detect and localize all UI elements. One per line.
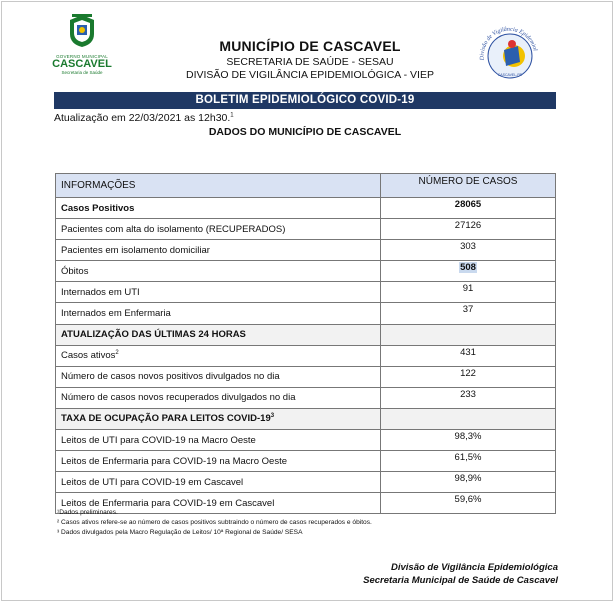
bulletin-banner: BOLETIM EPIDEMIOLÓGICO COVID-19 [54, 92, 556, 109]
header-line-2: DIVISÃO DE VIGILÂNCIA EPIDEMIOLÓGICA - VIEP [186, 69, 434, 81]
highlighted-value: 508 [460, 262, 476, 274]
row-value: 122 [381, 366, 556, 387]
section-label: TAXA DE OCUPAÇÃO PARA LEITOS COVID-$19^3$ [56, 408, 381, 429]
row-value: 37 [381, 303, 556, 324]
covid-data-table [55, 173, 556, 514]
row-label: Leitos de Enfermaria para COVID-19 em Cascavel [56, 493, 381, 514]
logo-arc-text: Divisão de Vigilância Epidemiol [479, 26, 538, 61]
footnotes [57, 508, 372, 538]
table-row [56, 282, 556, 303]
col-header-cases: NÚMERO DE CASOS [381, 174, 556, 198]
footnote-2: ² Casos ativos refere-se ao número de casos positivos subtraindo o número de casos recuperados e óbitos. [57, 519, 372, 526]
section-row-occupancy [56, 408, 556, 429]
header-title: MUNICÍPIO DE CASCAVEL [219, 38, 401, 54]
table-row [56, 219, 556, 240]
row-label: Óbitos [56, 261, 381, 282]
row-value: 233 [381, 387, 556, 408]
footnote-1: ¹Dados preliminares. [57, 509, 118, 516]
row-value: 98,9% [381, 472, 556, 493]
row-value: 91 [381, 282, 556, 303]
logo-name: CASCAVEL [52, 58, 112, 70]
section-row-24h [56, 324, 556, 345]
row-label: Internados em UTI [56, 282, 381, 303]
row-value: 303 [381, 240, 556, 261]
row-value: 98,3% [381, 430, 556, 451]
row-value: 59,6% [381, 493, 556, 514]
table-row [56, 303, 556, 324]
logo-sub-text: Secretaria de Saúde [61, 70, 103, 75]
row-value: 27126 [381, 219, 556, 240]
logo-top-text: GOVERNO MUNICIPAL [56, 54, 108, 59]
row-value: 61,5% [381, 451, 556, 472]
row-label: Número de casos novos recuperados divulgados no dia [56, 387, 381, 408]
row-value: 431 [381, 345, 556, 366]
row-label: Casos Positivos [56, 198, 381, 219]
col-header-info: INFORMAÇÕES [56, 174, 381, 198]
epidemiology-logo-icon [474, 26, 546, 82]
row-label: Leitos de Enfermaria para COVID-19 na Macro Oeste [56, 451, 381, 472]
row-label: Número de casos novos positivos divulgados no dia [56, 366, 381, 387]
cascavel-logo [44, 14, 120, 78]
section-empty-cell [381, 324, 556, 345]
row-label: Internados em Enfermaria [56, 303, 381, 324]
update-timestamp: Atualização em 22/03/2021 as 12h30.$^1$ [54, 112, 234, 124]
table-row [56, 366, 556, 387]
subtitle: DADOS DO MUNICÍPIO DE CASCAVEL [208, 126, 402, 138]
table-header-row [56, 174, 556, 198]
row-label: Leitos de UTI para COVID-19 na Macro Oeste [56, 430, 381, 451]
table-row [56, 198, 556, 219]
table-row [56, 430, 556, 451]
coat-of-arms-icon [67, 14, 97, 48]
vigilancia-logo [474, 26, 546, 82]
row-value: 28065 [381, 198, 556, 219]
row-label: Leitos de UTI para COVID-19 em Cascavel [56, 472, 381, 493]
table-row [56, 345, 556, 366]
row-label: Pacientes em isolamento domiciliar [56, 240, 381, 261]
table-row [56, 451, 556, 472]
table-row [56, 261, 556, 282]
footer-line-2: Secretaria Municipal de Saúde de Cascavel [363, 575, 558, 586]
footnote-3: ³ Dados divulgados pela Macro Regulação de Leitos/ 10ª Regional de Saúde/ SESA [57, 529, 303, 536]
header-line-1: SECRETARIA DE SAÚDE - SESAU [226, 56, 394, 68]
row-label: Casos ativos$^2$ [56, 345, 381, 366]
table-row [56, 240, 556, 261]
section-empty-cell [381, 408, 556, 429]
logo-small-text: CASCAVEL-PR [497, 73, 523, 77]
section-label: ATUALIZAÇÃO DAS ÚLTIMAS 24 HORAS [56, 324, 381, 345]
table-row [56, 472, 556, 493]
footer-line-1: Divisão de Vigilância Epidemiológica [390, 562, 558, 573]
table-row [56, 387, 556, 408]
row-label: Pacientes com alta do isolamento (RECUPERADOS) [56, 219, 381, 240]
row-value [381, 261, 556, 282]
